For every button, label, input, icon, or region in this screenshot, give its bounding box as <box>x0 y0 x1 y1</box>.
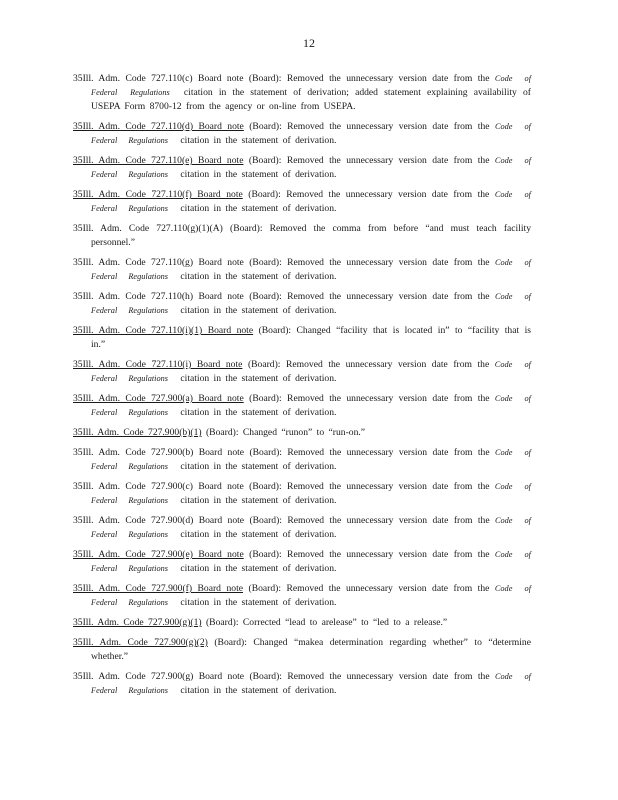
amendment-description-continued: citation in the statement of derivation. <box>180 461 337 472</box>
cfr-title: Code of Federal Regulations <box>91 122 531 145</box>
amendment-description: (Board): Removed the unnecessary version date from the <box>248 155 490 166</box>
cfr-title: Code of Federal Regulations <box>91 584 532 607</box>
code-reference: 35Ill. Adm. Code 727.110(i)(1) Board note <box>73 325 254 336</box>
code-reference: 35Ill. Adm. Code 727.900(g) Board note <box>73 671 245 682</box>
code-reference: 35Ill. Adm. Code 727.900(c) Board note <box>73 481 244 492</box>
amendment-description: (Board): Removed the unnecessary version date from the <box>249 393 490 404</box>
code-reference: 35Ill. Adm. Code 727.900(e) Board note <box>73 549 244 560</box>
page-number: 12 <box>303 36 315 50</box>
amendment-entry <box>73 616 531 630</box>
amendment-entry <box>73 582 531 610</box>
cfr-title: Code of Federal Regulations <box>91 394 531 417</box>
code-reference: 35Ill. Adm. Code 727.900(b)(1) <box>73 427 202 438</box>
amendment-entry <box>73 154 531 182</box>
code-reference: 35Ill. Adm. Code 727.900(g)(1) <box>73 617 202 628</box>
amendment-description: (Board): Removed the unnecessary version date from the <box>249 447 490 458</box>
amendment-description-continued: citation in the statement of derivation. <box>180 169 337 180</box>
amendment-entry <box>73 188 531 216</box>
amendment-entry <box>73 120 531 148</box>
code-reference: 35Ill. Adm. Code 727.900(g)(2) <box>73 637 208 648</box>
amendment-description-continued: citation in the statement of derivation. <box>180 407 337 418</box>
amendment-description: (Board): Removed the unnecessary version date from the <box>248 73 490 84</box>
amendment-description: (Board): Removed the unnecessary version date from the <box>248 189 490 200</box>
amendment-description-continued: citation in the statement of derivation. <box>180 529 337 540</box>
amendment-list <box>73 72 531 704</box>
code-reference: 35Ill. Adm. Code 727.900(a) Board note <box>73 393 244 404</box>
amendment-description: (Board): Changed “makea determination regarding whether” to “determine whether.” <box>91 637 531 662</box>
amendment-description: (Board): Removed the unnecessary version date from the <box>249 515 490 526</box>
amendment-entry <box>73 480 531 508</box>
amendment-description: (Board): Corrected “lead to arelease” to “led to a release.” <box>205 617 448 628</box>
amendment-description-continued: citation in the statement of derivation. <box>180 305 337 316</box>
amendment-entry <box>73 670 531 698</box>
code-reference: 35Ill. Adm. Code 727.110(d) Board note <box>73 121 244 132</box>
amendment-description: (Board): Removed the unnecessary version date from the <box>248 583 490 594</box>
code-reference: 35Ill. Adm. Code 727.900(d) Board note <box>73 515 245 526</box>
amendment-description-continued: citation in the statement of derivation. <box>180 563 337 574</box>
code-reference: 35Ill. Adm. Code 727.110(e) Board note <box>73 155 244 166</box>
amendment-entry <box>73 548 531 576</box>
code-reference: 35Ill. Adm. Code 727.110(f) Board note <box>73 189 243 200</box>
cfr-title: Code of Federal Regulations <box>91 74 532 97</box>
cfr-title: Code of Federal Regulations <box>91 360 531 383</box>
cfr-title: Code of Federal Regulations <box>91 292 531 315</box>
amendment-description-continued: citation in the statement of derivation; added statement explaining availability of USEPA Form 8700-12 from the agency or on-line from USEPA. <box>91 87 531 112</box>
amendment-description: (Board): Removed the unnecessary version date from the <box>249 481 490 492</box>
amendment-description: (Board): Removed the unnecessary version date from the <box>249 257 490 268</box>
amendment-entry <box>73 222 531 250</box>
amendment-entry <box>73 324 531 352</box>
code-reference: 35Ill. Adm. Code 727.900(b) Board note <box>73 447 245 458</box>
amendment-entry <box>73 446 531 474</box>
amendment-entry <box>73 290 531 318</box>
amendment-description: (Board): Removed the comma from before “and must teach facility personnel.” <box>91 223 531 248</box>
cfr-title: Code of Federal Regulations <box>91 482 531 505</box>
code-reference: 35Ill. Adm. Code 727.110(g)(1)(A) <box>73 223 223 234</box>
code-reference: 35Ill. Adm. Code 727.110(h) Board note <box>73 291 244 302</box>
amendment-entry <box>73 426 531 440</box>
amendment-entry <box>73 358 531 386</box>
amendment-entry <box>73 514 531 542</box>
amendment-description: (Board): Removed the unnecessary version date from the <box>249 121 490 132</box>
amendment-description: (Board): Changed “runon” to “run-on.” <box>205 427 366 438</box>
amendment-description-continued: citation in the statement of derivation. <box>180 203 337 214</box>
amendment-description: (Board): Removed the unnecessary version date from the <box>247 359 490 370</box>
code-reference: 35Ill. Adm. Code 727.110(c) Board note <box>73 73 244 84</box>
amendment-description-continued: citation in the statement of derivation. <box>180 135 337 146</box>
amendment-description-continued: citation in the statement of derivation. <box>180 495 337 506</box>
code-reference: 35Ill. Adm. Code 727.110(i) Board note <box>73 359 243 370</box>
amendment-description-continued: citation in the statement of derivation. <box>180 271 337 282</box>
cfr-title: Code of Federal Regulations <box>91 550 531 573</box>
code-reference: 35Ill. Adm. Code 727.110(g) Board note <box>73 257 244 268</box>
amendment-description: (Board): Removed the unnecessary version date from the <box>249 671 490 682</box>
cfr-title: Code of Federal Regulations <box>91 190 531 213</box>
amendment-entry <box>73 256 531 284</box>
amendment-description: (Board): Removed the unnecessary version date from the <box>249 291 490 302</box>
cfr-title: Code of Federal Regulations <box>91 258 531 281</box>
amendment-description: (Board): Changed “facility that is located in” to “facility that is in.” <box>91 325 531 350</box>
cfr-title: Code of Federal Regulations <box>91 516 531 539</box>
amendment-entry <box>73 72 531 114</box>
cfr-title: Code of Federal Regulations <box>91 448 531 471</box>
amendment-description-continued: citation in the statement of derivation. <box>180 685 337 696</box>
amendment-description-continued: citation in the statement of derivation. <box>180 597 337 608</box>
amendment-entry <box>73 392 531 420</box>
cfr-title: Code of Federal Regulations <box>91 156 532 179</box>
code-reference: 35Ill. Adm. Code 727.900(f) Board note <box>73 583 243 594</box>
amendment-entry <box>73 636 531 664</box>
amendment-description-continued: citation in the statement of derivation. <box>180 373 337 384</box>
amendment-description: (Board): Removed the unnecessary version date from the <box>249 549 490 560</box>
cfr-title: Code of Federal Regulations <box>91 672 531 695</box>
